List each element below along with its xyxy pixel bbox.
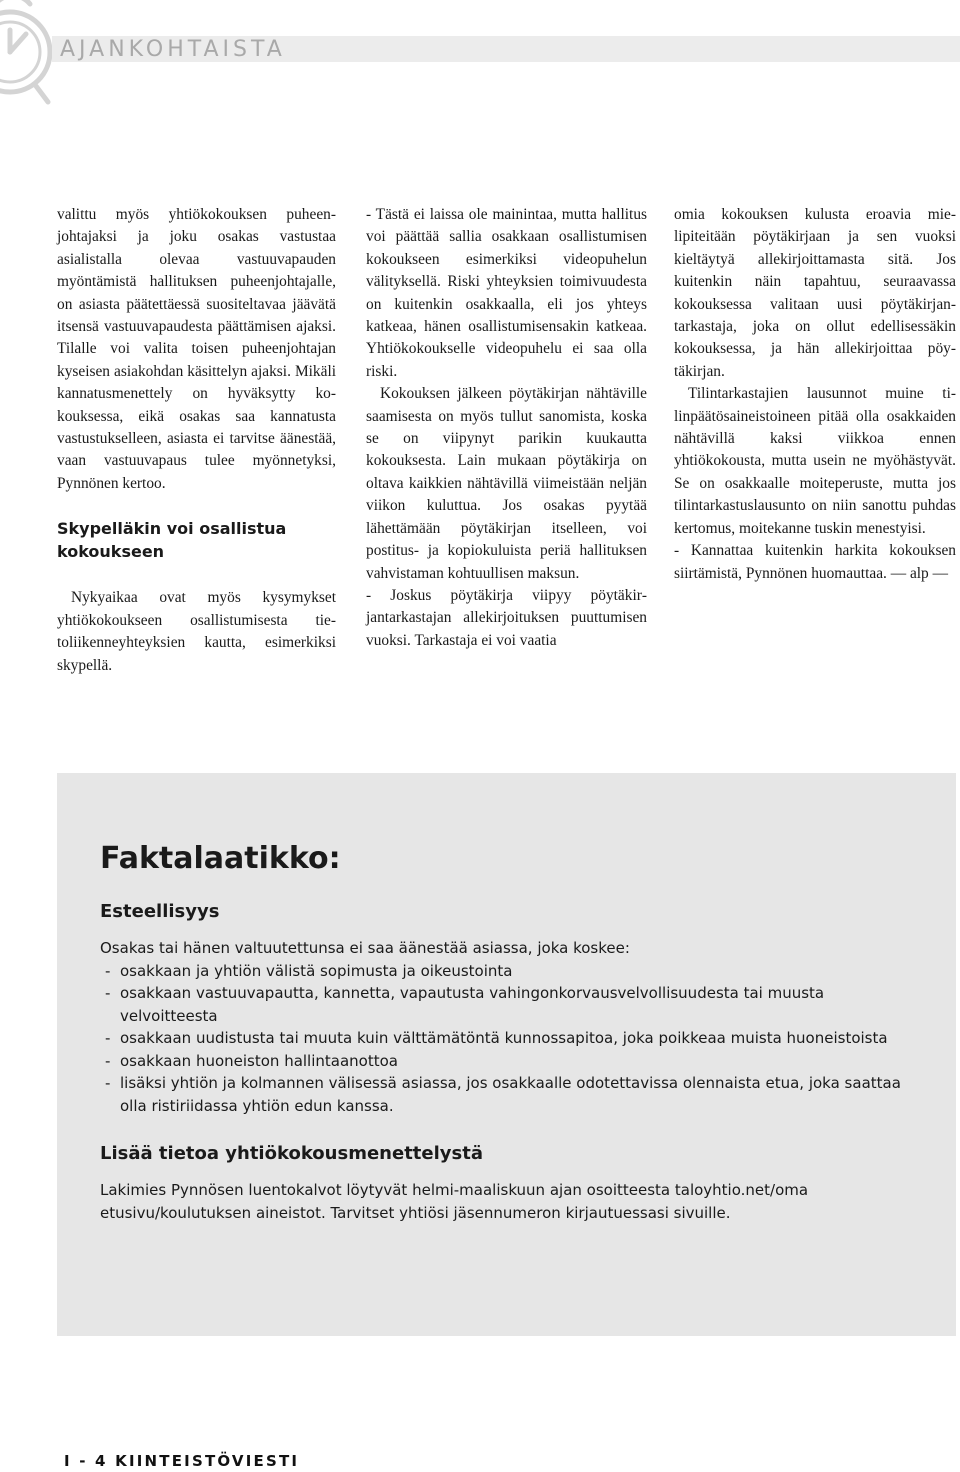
- paragraph: omia kokouksen kulusta eroavia mielipiteitään pöytäkirjaan ja sen vuoksi kieltäytyä allekirjoittamasta sitä. Jos kuitenkin näin tapahtuu, seuraavassa kokouksessa valitaan uusi pöytäkirjantarkastaja, joka on ollut edellisessäkin kokouksessa, ja hän allekirjoittaa pöytäkirjan.: [674, 206, 956, 380]
- paragraph: Kokouksen jälkeen pöytäkirjan nähtäville saamisesta on myös tullut sanomista, koska se on viipynyt parikin kuukautta kokouksesta. Lain mukaan pöytäkirja on oltava kaikkien nähtävillä viimeistään neljän viikon kuluttua. Jos osakas pyytää lähettämään pöytäkirjan itselleen, voi postitus- ja kopiokuluista periä hallituksen vahvistaman kohtuullisen maksun.: [366, 385, 647, 582]
- article-column-2: [366, 204, 647, 652]
- page-number: I - 4: [64, 1452, 108, 1470]
- subheading: Skypelläkin voi osallistua kokoukseen: [57, 519, 287, 562]
- list-item: - osakkaan uudistusta tai muuta kuin välttämätöntä kunnossapitoa, joka poikkeaa muista huoneistoista: [105, 1029, 888, 1047]
- paragraph: valittu myös yhtiökokouksen puheenjohtajaksi ja joku osakas vastustaa asialistalla olevaa vastuuvapauden myöntämistä hallituksen puheenjohtajalle, on asiasta päätettäessä suositeltavaa jäävätä itsensä vastuuvapaudesta päättämisen ajaksi. Tilalle voi valita toisen puheenjohtajan kyseisen asiakohdan käsittelyn ajaksi. Mikäli kannatusmenettely on hyväksytty kokouksessa, eikä osakas saa kannatusta vastustukselleen, asiasta ei tarvitse äänestää, vaan vastuuvapaus tulee myönnetyksi, Pynnönen kertoo.: [57, 206, 336, 492]
- list-item: - osakkaan ja yhtiön välistä sopimusta ja oikeustointa: [105, 961, 513, 980]
- paragraph: - Kannattaa kuitenkin harkita kokouksen siirtämistä, Pynnönen huomauttaa. — alp —: [674, 542, 956, 582]
- list-item: - osakkaan huoneiston hallintaanottoa: [105, 1051, 398, 1070]
- fact-box-intro: Osakas tai hänen valtuutettunsa ei saa äänestää asiassa, joka koskee:: [100, 939, 630, 957]
- list-item: - lisäksi yhtiön ja kolmannen välisessä asiassa, jos osakkaalle odotettavissa olennaista etua, joka saattaa olla ristiriidassa yhtiön edun kanssa.: [105, 1074, 901, 1115]
- paragraph: Tilintarkastajien lausunnot muine tilinpäätösaineistoineen pitää olla osakkaiden nähtävillä kaksi viikkoa ennen yhtiökokousta, mutta usein ne myöhästyvät. Se on osakkaalle moiteperuste, mutta jos tilintarkastuslausunto on niin sanottu puhdas kertomus, moitekanne tuskin menestyisi.: [674, 385, 956, 537]
- fact-box-heading-esteellisyys: Esteellisyys: [100, 901, 220, 922]
- article-column-3: [674, 204, 956, 585]
- publication-name: KIINTEISTÖVIESTI: [115, 1452, 300, 1470]
- fact-box-more-info-text: Lakimies Pynnösen luentokalvot löytyvät helmi-maaliskuun ajan osoitteesta taloyhtio.net/oma etusivu/koulutuksen aineistot. Tarvitset yhtiösi jäsennumeron kirjautuessasi sivuille.: [100, 1181, 809, 1222]
- paragraph: Nykyaikaa ovat myös kysymykset yhtiökokoukseen osallistumisesta tietoliikenneyhteyksien kautta, esimerkiksi skypellä.: [57, 589, 336, 674]
- article-column-1: [57, 204, 336, 677]
- paragraph: - Tästä ei laissa ole mainintaa, mutta hallitus voi päättää sallia osakkaan osallistumisen kokoukseen esimerkiksi videopuhelun välityksellä. Riski yhteyksien toimivuudesta on kuitenkin osakkaalla, eli jos yhteys katkeaa, hänen osallistumisensakin katkeaa. Yhtiökokoukselle videopuhelu ei saa olla riski.: [366, 206, 647, 380]
- list-item: - osakkaan vastuuvapautta, kannetta, vapautusta vahingonkorvausvelvollisuudesta tai muusta velvoitteesta: [105, 984, 825, 1025]
- page-footer: [64, 1450, 299, 1472]
- paragraph: - Joskus pöytäkirja viipyy pöytäkirjantarkastajan allekirjoituksen puuttumisen vuoksi. Tarkastaja ei voi vaatia: [366, 586, 647, 649]
- fact-box-heading-more-info: Lisää tietoa yhtiökokousmenettelystä: [100, 1143, 483, 1164]
- fact-box: [57, 773, 956, 1336]
- fact-box-title: Faktalaatikko:: [100, 841, 341, 876]
- section-title: AJANKOHTAISTA: [60, 37, 286, 62]
- fact-box-list: [100, 960, 922, 1118]
